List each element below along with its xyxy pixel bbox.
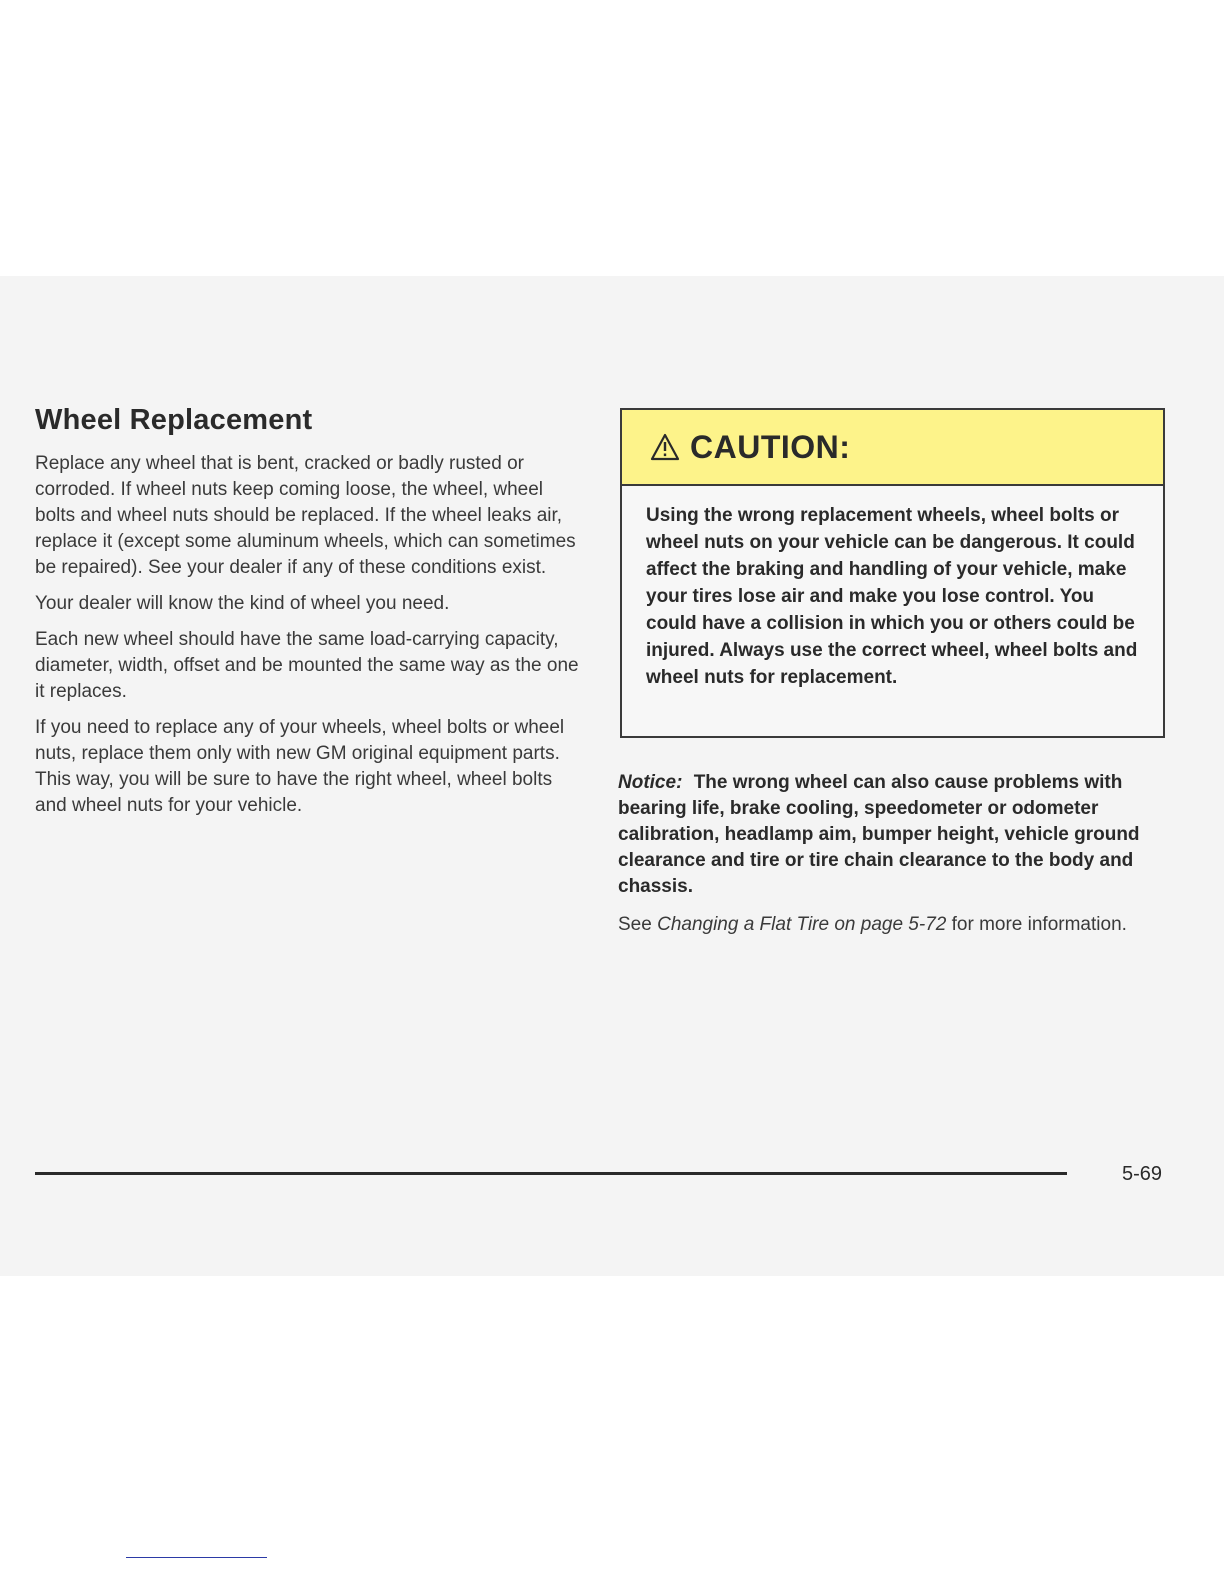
left-column xyxy=(35,404,580,829)
see-also-prefix: See xyxy=(618,914,652,935)
bottom-link-underline xyxy=(126,1557,267,1558)
caution-header xyxy=(622,410,1163,486)
paragraph-dealer-knows: Your dealer will know the kind of wheel you need. xyxy=(35,593,450,614)
paragraph-gm-parts: If you need to replace any of your wheels, wheel bolts or wheel nuts, replace them only with new GM original equipment parts. This way, you will be sure to have the right wheel, wheel bolts and wheel nuts for your vehicle. xyxy=(35,717,565,816)
notice-text: The wrong wheel can also cause problems with bearing life, brake cooling, speedometer or odometer calibration, headlamp aim, bumper height, vehicle ground clearance and tire or tire chain clearance to the body and chassis. xyxy=(618,772,1140,897)
see-also-reference: Changing a Flat Tire on page 5-72 xyxy=(657,914,947,935)
see-also-paragraph xyxy=(618,912,1168,938)
caution-box xyxy=(620,408,1165,738)
paragraph-new-wheel-specs: Each new wheel should have the same load-carrying capacity, diameter, width, offset and be mounted the same way as the one it replaces. xyxy=(35,629,579,702)
section-title: Wheel Replacement xyxy=(35,404,313,436)
paragraph-replace-wheel: Replace any wheel that is bent, cracked or badly rusted or corroded. If wheel nuts keep coming loose, the wheel, wheel bolts and wheel nuts should be replaced. If the wheel leaks air, replace it (except some aluminum wheels, which can sometimes be repaired). See your dealer if any of these conditions exist. xyxy=(35,453,576,578)
warning-triangle-icon xyxy=(650,433,680,461)
caution-text: Using the wrong replacement wheels, wheel bolts or wheel nuts on your vehicle can be dangerous. It could affect the braking and handling of your vehicle, make your tires lose air and make you lose control. You could have a collision in which you or others could be injured. Always use the correct wheel, wheel bolts and wheel nuts for replacement. xyxy=(646,505,1138,688)
footer-rule xyxy=(35,1172,1067,1175)
caution-title: CAUTION: xyxy=(690,428,851,465)
notice-label: Notice: xyxy=(618,772,683,793)
right-notes xyxy=(618,770,1168,938)
see-also-suffix: for more information. xyxy=(951,914,1127,935)
notice-paragraph xyxy=(618,770,1168,900)
page-number: 5-69 xyxy=(1122,1163,1163,1185)
